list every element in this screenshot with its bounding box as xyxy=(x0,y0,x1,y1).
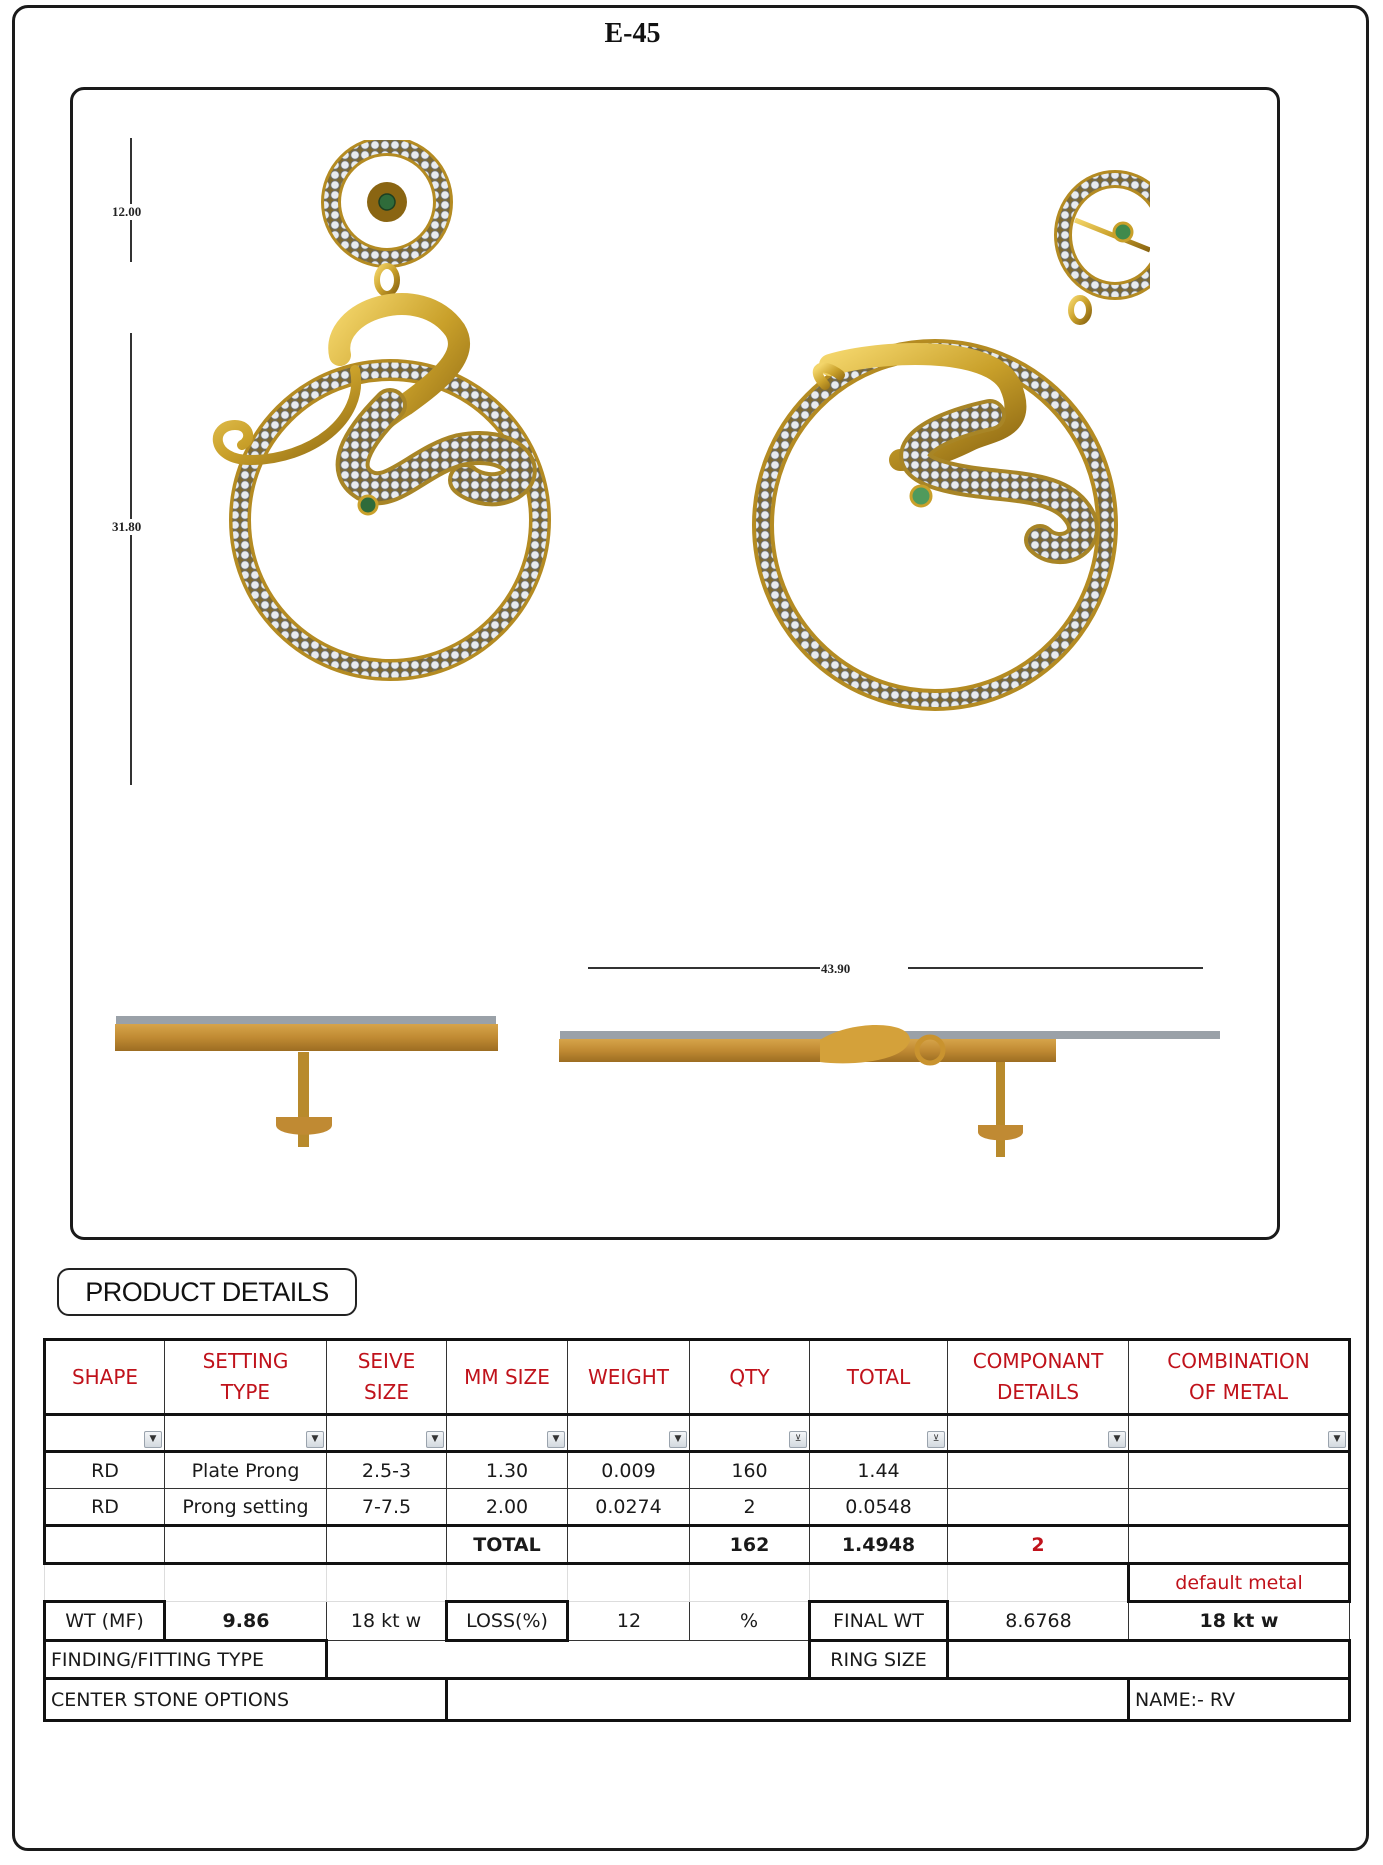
final-wt-value: 8.6768 xyxy=(948,1602,1129,1641)
table-row xyxy=(45,1452,1350,1489)
cell-seive-size: 2.5-3 xyxy=(327,1452,447,1489)
side-view-long-render xyxy=(550,1000,1230,1160)
cell-shape: RD xyxy=(45,1452,165,1489)
loss-label: LOSS(%) xyxy=(447,1602,568,1641)
wt-mf-value: 9.86 xyxy=(165,1602,327,1641)
col-header-setting-type: SETTING TYPE xyxy=(165,1340,327,1415)
cell-qty: 2 xyxy=(690,1489,810,1526)
cell-weight: 0.0274 xyxy=(568,1489,690,1526)
cell-setting-type: Prong setting xyxy=(165,1489,327,1526)
total-label: TOTAL xyxy=(447,1526,568,1564)
weight-row xyxy=(45,1602,1350,1641)
filter-dropdown-setting-type[interactable]: ▼ xyxy=(306,1431,324,1448)
filter-dropdown-shape[interactable]: ▼ xyxy=(144,1431,162,1448)
finding-type-value xyxy=(327,1641,810,1679)
center-stone-label: CENTER STONE OPTIONS xyxy=(45,1679,447,1721)
ring-size-label: RING SIZE xyxy=(810,1641,948,1679)
wt-mf-label: WT (MF) xyxy=(45,1602,165,1641)
col-header-mm-size: MM SIZE xyxy=(447,1340,568,1415)
col-header-combination-of-metal: COMBINATION OF METAL xyxy=(1129,1340,1350,1415)
filter-row xyxy=(45,1415,1350,1452)
perspective-view-render xyxy=(730,160,1150,720)
filter-dropdown-seive-size[interactable]: ▼ xyxy=(426,1431,444,1448)
filter-active-icon-total[interactable]: ⊻ xyxy=(927,1431,945,1448)
finding-type-label: FINDING/FITTING TYPE xyxy=(45,1641,327,1679)
side-view-left-render xyxy=(100,1000,520,1160)
cell-total: 1.44 xyxy=(810,1452,948,1489)
cell-mm-size: 1.30 xyxy=(447,1452,568,1489)
cell-seive-size: 7-7.5 xyxy=(327,1489,447,1526)
col-header-weight: WEIGHT xyxy=(568,1340,690,1415)
default-metal-note: default metal xyxy=(1129,1564,1350,1602)
col-header-qty: QTY xyxy=(690,1340,810,1415)
cell-mm-size: 2.00 xyxy=(447,1489,568,1526)
wt-metal: 18 kt w xyxy=(327,1602,447,1641)
header-row xyxy=(45,1340,1350,1415)
total-componant: 2 xyxy=(948,1526,1129,1564)
cell-qty: 160 xyxy=(690,1452,810,1489)
cell-componant xyxy=(948,1452,1129,1489)
col-header-total: TOTAL xyxy=(810,1340,948,1415)
cell-metal xyxy=(1129,1489,1350,1526)
cell-total: 0.0548 xyxy=(810,1489,948,1526)
filter-dropdown-mm-size[interactable]: ▼ xyxy=(547,1431,565,1448)
metal-note-row xyxy=(45,1564,1350,1602)
dimension-line-top xyxy=(130,138,132,262)
cell-weight: 0.009 xyxy=(568,1452,690,1489)
col-header-shape: SHAPE xyxy=(45,1340,165,1415)
center-stone-row xyxy=(45,1679,1350,1721)
final-metal: 18 kt w xyxy=(1129,1602,1350,1641)
dimension-body-height: 31.80 xyxy=(112,519,142,534)
product-details-label: PRODUCT DETAILS xyxy=(57,1268,357,1316)
document-title: E-45 xyxy=(604,18,661,49)
dimension-width: 43.90 xyxy=(821,961,851,976)
filter-dropdown-weight[interactable]: ▼ xyxy=(669,1431,687,1448)
cell-setting-type: Plate Prong xyxy=(165,1452,327,1489)
filter-dropdown-componant[interactable]: ▼ xyxy=(1108,1431,1126,1448)
filter-dropdown-metal[interactable]: ▼ xyxy=(1328,1431,1346,1448)
dimension-line-body xyxy=(130,333,132,785)
cell-metal xyxy=(1129,1452,1350,1489)
dimension-line-width-left xyxy=(588,967,820,969)
total-qty: 162 xyxy=(690,1526,810,1564)
loss-value: 12 xyxy=(568,1602,690,1641)
dimension-line-width-right xyxy=(908,967,1203,969)
filter-active-icon-qty[interactable]: ⊻ xyxy=(789,1431,807,1448)
finding-row xyxy=(45,1641,1350,1679)
total-weight: 1.4948 xyxy=(810,1526,948,1564)
center-stone-value xyxy=(447,1679,1129,1721)
col-header-seive-size: SEIVE SIZE xyxy=(327,1340,447,1415)
front-view-render xyxy=(190,140,610,800)
total-row xyxy=(45,1526,1350,1564)
loss-percent-sign: % xyxy=(690,1602,810,1641)
name-field: NAME:- RV xyxy=(1129,1679,1350,1721)
ring-size-value xyxy=(948,1641,1350,1679)
product-details-table xyxy=(43,1338,1351,1722)
dimension-top-height: 12.00 xyxy=(112,204,142,219)
cell-componant xyxy=(948,1489,1129,1526)
final-wt-label: FINAL WT xyxy=(810,1602,948,1641)
table-row xyxy=(45,1489,1350,1526)
col-header-componant-details: COMPONANT DETAILS xyxy=(948,1340,1129,1415)
cell-shape: RD xyxy=(45,1489,165,1526)
